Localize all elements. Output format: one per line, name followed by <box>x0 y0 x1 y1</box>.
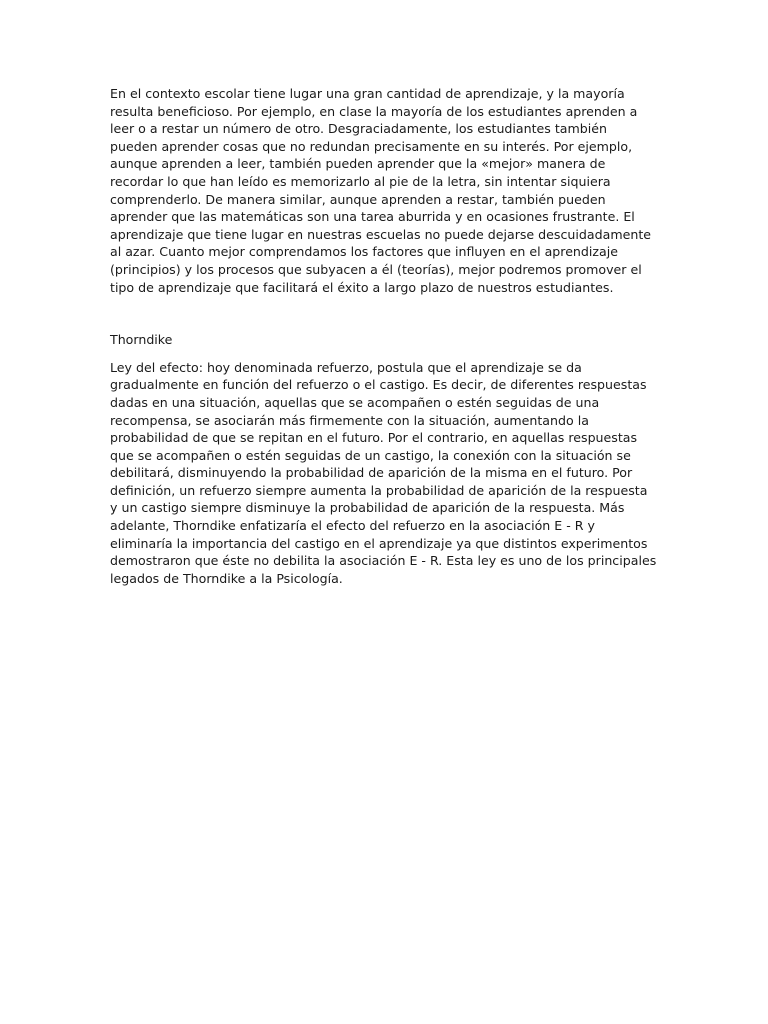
law-of-effect-paragraph: Ley del efecto: hoy denominada refuerzo, postula que el aprendizaje se da gradualmente en función del refuerzo o el castigo. Es decir, de diferentes respuestas dadas en una situación, aquellas que se acompañen o estén seguidas de una recompensa, se asociarán más firmemente con la situación, aumentando la probabilidad de que se repitan en el futuro. Por el contrario, en aquellas respuestas que se acompañen o estén seguidas de un castigo, la conexión con la situación se debilitará, disminuyendo la probabilidad de aparición de la misma en el futuro. Por definición, un refuerzo siempre aumenta la probabilidad de aparición de la respuesta y un castigo siempre disminuye la probabilidad de aparición de la respuesta. Más adelante, Thorndike enfatizaría el efecto del refuerzo en la asociación E - R y eliminaría la importancia del castigo en el aprendizaje ya que distintos experimentos demostraron que éste no debilita la asociación E - R. Esta ley es uno de los principales legados de Thorndike a la Psicología. <box>110 359 657 586</box>
section-heading: Thorndike <box>110 332 173 348</box>
intro-paragraph: En el contexto escolar tiene lugar una gran cantidad de aprendizaje, y la mayoría resulta beneficioso. Por ejemplo, en clase la mayoría de los estudiantes aprenden a leer o a restar un número de otro. Desgraciadamente, los estudiantes también pueden aprender cosas que no redundan precisamente en su interés. Por ejemplo, aunque aprenden a leer, también pueden aprender que la «mejor» manera de recordar lo que han leído es memorizarlo al pie de la letra, sin intentar siquiera comprenderlo. De manera similar, aunque aprenden a restar, también pueden aprender que las matemáticas son una tarea aburrida y en ocasiones frustrante. El aprendizaje que tiene lugar en nuestras escuelas no puede dejarse descuidadamente al azar. Cuanto mejor comprendamos los factores que influyen en el aprendizaje (principios) y los procesos que subyacen a él (teorías), mejor podremos promover el tipo de aprendizaje que facilitará el éxito a largo plazo de nuestros estudiantes. <box>110 86 652 295</box>
document-body <box>110 85 658 587</box>
